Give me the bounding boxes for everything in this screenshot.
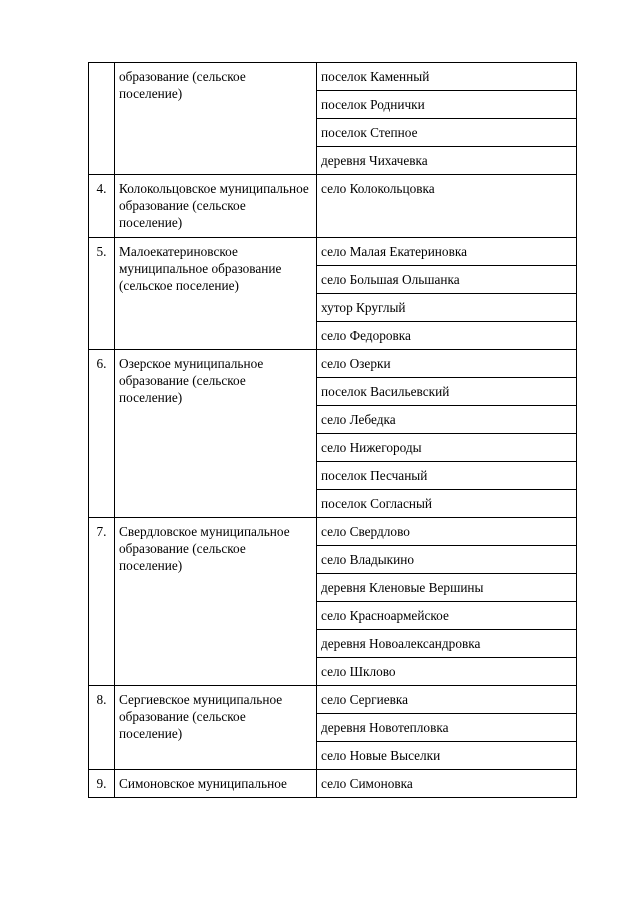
settlement-cell: село Сергиевка [317, 686, 577, 714]
settlement-cell: поселок Роднички [317, 91, 577, 119]
table-row [89, 518, 577, 546]
row-number: 8. [89, 686, 115, 770]
municipality-name: Свердловское муниципальное образование (сельское поселение) [115, 518, 317, 686]
table-row [89, 686, 577, 714]
settlement-cell: хутор Круглый [317, 294, 577, 322]
settlement-cell: поселок Согласный [317, 490, 577, 518]
municipalities-table [88, 62, 577, 798]
settlement-cell: село Озерки [317, 350, 577, 378]
settlement-cell: село Федоровка [317, 322, 577, 350]
settlement-cell: село Лебедка [317, 406, 577, 434]
table-row [89, 350, 577, 378]
row-number: 6. [89, 350, 115, 518]
settlement-cell: село Свердлово [317, 518, 577, 546]
municipality-name: образование (сельское поселение) [115, 63, 317, 175]
table-row [89, 770, 577, 798]
settlement-cell: поселок Каменный [317, 63, 577, 91]
row-number [89, 63, 115, 175]
settlement-cell: село Красноармейское [317, 602, 577, 630]
settlement-cell: село Симоновка [317, 770, 577, 798]
municipality-name: Симоновское муниципальное [115, 770, 317, 798]
settlement-cell: поселок Песчаный [317, 462, 577, 490]
row-number: 4. [89, 175, 115, 238]
settlement-cell: деревня Чихачевка [317, 147, 577, 175]
municipality-name: Колокольцовское муниципальное образование (сельское поселение) [115, 175, 317, 238]
settlement-cell: село Малая Екатериновка [317, 238, 577, 266]
settlement-cell: деревня Новоалександровка [317, 630, 577, 658]
municipality-name: Сергиевское муниципальное образование (сельское поселение) [115, 686, 317, 770]
row-number: 7. [89, 518, 115, 686]
settlement-cell: поселок Степное [317, 119, 577, 147]
settlement-cell: деревня Кленовые Вершины [317, 574, 577, 602]
settlement-cell: село Шклово [317, 658, 577, 686]
table-row [89, 175, 577, 238]
settlement-cell: село Колокольцовка [317, 175, 577, 238]
settlement-cell: село Большая Ольшанка [317, 266, 577, 294]
settlement-cell: село Новые Выселки [317, 742, 577, 770]
settlement-cell: село Нижегороды [317, 434, 577, 462]
settlement-cell: поселок Васильевский [317, 378, 577, 406]
row-number: 5. [89, 238, 115, 350]
table-row [89, 63, 577, 91]
table-row [89, 238, 577, 266]
settlement-cell: деревня Новотепловка [317, 714, 577, 742]
municipality-name: Малоекатериновское муниципальное образование (сельское поселение) [115, 238, 317, 350]
row-number: 9. [89, 770, 115, 798]
settlement-cell: село Владыкино [317, 546, 577, 574]
municipality-name: Озерское муниципальное образование (сельское поселение) [115, 350, 317, 518]
